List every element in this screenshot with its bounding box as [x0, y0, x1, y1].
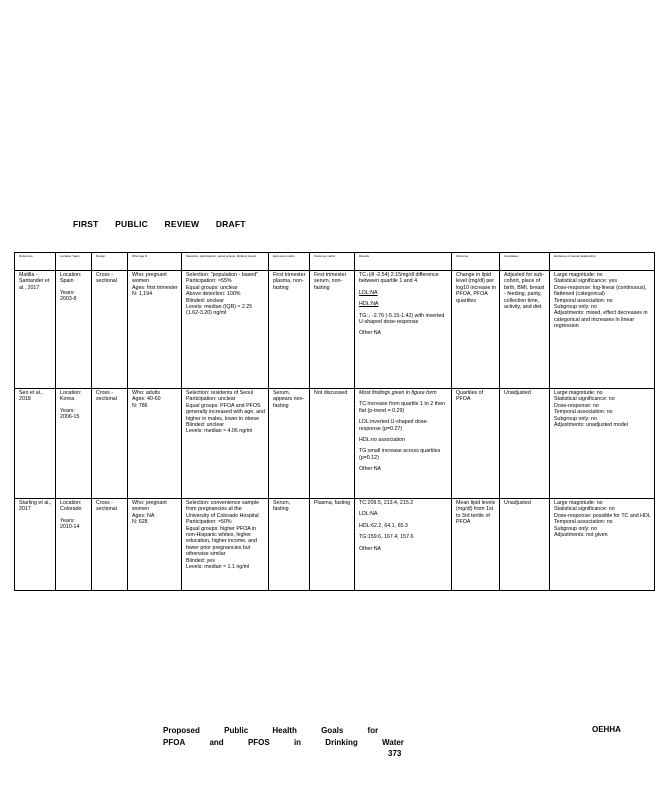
results-cell — [355, 389, 452, 499]
outcome-matrix-cell — [310, 389, 355, 499]
selection-cell — [182, 499, 269, 591]
column-header: Design — [92, 253, 128, 271]
footer-word: Public — [224, 726, 249, 735]
result-line: LDL:NA — [359, 289, 378, 296]
exposure-text: Serum, appears non-fasting — [273, 390, 305, 409]
causal-line: Adjustments: unadjusted model — [554, 422, 628, 429]
table-row — [15, 271, 655, 389]
selection-line: Participation: ≈55% — [186, 278, 232, 285]
outcome-matrix-text: Not discussed — [314, 390, 348, 396]
selection-line: Blinded: yes — [186, 557, 215, 564]
design-cell — [92, 499, 128, 591]
exposure-text: First trimester plasma, non-fasting — [273, 272, 306, 291]
who-cell — [128, 389, 182, 499]
covariates-cell — [500, 389, 550, 499]
n-text: N: 1,194 — [132, 291, 153, 298]
causal-line: Large magnitude: no — [554, 272, 603, 278]
footer-org: OEHHA — [592, 725, 621, 734]
age-text: Ages: 40-60 — [132, 396, 161, 403]
covariates-text: Adjusted for sub-cohort, place of birth, BMI, breast - feeding, parity, collection time, activity, and diet — [504, 272, 545, 311]
selection-line: Levels: median ≈ 1.1 ng/ml — [186, 564, 250, 571]
footer-word: PFOA — [163, 738, 186, 747]
table-row — [15, 499, 655, 591]
causal-line: Statistical significance: no — [554, 396, 615, 403]
selection-line: Blinded: unclear — [186, 422, 224, 429]
selection-line: Selection: "population - based" — [186, 272, 259, 278]
column-header: Outcome matrix — [310, 253, 355, 271]
footer-word: Proposed — [163, 726, 200, 735]
exposure-cell — [269, 389, 310, 499]
causal-line: Statistical significance: no — [554, 506, 615, 513]
selection-line: Equal groups: higher PFOA in non-Hispanic whites, higher education, higher income, and fewer prior pregnancies but otherwise similar — [186, 525, 257, 558]
banner-word: PUBLIC — [115, 219, 148, 229]
footer-word: and — [209, 738, 224, 747]
outcome-matrix-cell — [310, 271, 355, 389]
result-line: TC:209.5, 213.4, 215.2 — [359, 500, 414, 506]
result-line: LDL:inverted U-shaped dose-response (p=0.27) — [359, 419, 429, 432]
footer-word: for — [367, 726, 379, 735]
outcome-matrix-text: First trimester serum, non-fasting — [314, 272, 347, 291]
design-text: Cross - sectional — [96, 272, 117, 285]
column-header: Who Age N — [128, 253, 182, 271]
banner-word: FIRST — [73, 219, 99, 229]
result-line: TG:↓ -2.76 (-5.15-1.42) with inverted U-shaped dose-response — [359, 312, 445, 326]
design-cell — [92, 389, 128, 499]
location-cell — [56, 271, 92, 389]
result-line: Most findings given in figure form — [359, 390, 437, 396]
n-text: N: 628 — [132, 519, 148, 526]
result-line: Other:NA — [359, 545, 382, 552]
footer-word: Goals — [321, 726, 344, 735]
draft-banner — [73, 219, 260, 229]
selection-line: Levels: median (IQR) ≈ 2.25 (1.62-3.20) ng/ml — [186, 304, 253, 317]
outcome-desc-cell — [452, 271, 500, 389]
exposure-text: Serum, fasting — [273, 500, 291, 513]
who-text: Who: adults — [132, 390, 160, 396]
footer-word: in — [293, 738, 302, 747]
causal-line: Dose-response: no — [554, 402, 599, 409]
selection-cell — [182, 271, 269, 389]
footer-line-2 — [163, 737, 426, 749]
who-cell — [128, 499, 182, 591]
result-line: TG:159.6, 167.4, 157.6 — [359, 534, 414, 541]
covariates-cell — [500, 271, 550, 389]
causal-line: Subgroup only: no — [554, 415, 597, 422]
column-header: Results — [355, 253, 452, 271]
reference-cell — [15, 389, 56, 499]
reference-text: Starling et al., 2017 — [19, 500, 52, 513]
result-line: LDL:NA — [359, 511, 378, 518]
outcome-desc-cell — [452, 389, 500, 499]
causal-line: Adjustments: not given — [554, 532, 608, 539]
evidence-table — [14, 252, 655, 591]
outcome-desc-text: Quartiles of PFOA — [456, 390, 484, 403]
causal-line: Subgroup only: no — [554, 525, 597, 532]
years-text: Years: 2006-15 — [60, 407, 80, 421]
causal-cell — [550, 271, 655, 389]
outcome-desc-text: Change in lipid level (mg/dl) per log10 increase in PFOA, PFOA quartiles — [456, 272, 497, 304]
footer-word: Water — [381, 738, 404, 747]
location-cell — [56, 389, 92, 499]
column-header: Covariates — [500, 253, 550, 271]
covariates-text: Unadjusted — [504, 390, 531, 396]
column-header: Location Years — [56, 253, 92, 271]
selection-line: Above detection: 100% — [186, 291, 241, 298]
location-cell — [56, 499, 92, 591]
causal-line: Large magnitude: no — [554, 390, 603, 396]
selection-line: Blinded: unclear — [186, 297, 224, 304]
reference-text: Matilla - Santander et al., 2017 — [19, 272, 50, 291]
result-line: TG:small increase across quartiles (p=0.12) — [359, 448, 441, 461]
column-header: Outcome — [452, 253, 500, 271]
selection-line: Equal groups: PFOA and PFOS generally increased with age, and higher in males, lower in obese — [186, 402, 265, 422]
footer-title — [163, 725, 426, 749]
age-text: Ages: first trimester — [132, 284, 178, 291]
footer-word: Health — [272, 726, 297, 735]
causal-cell — [550, 499, 655, 591]
selection-line: Participation: unclear — [186, 396, 236, 403]
result-line: HDL:NA — [359, 301, 379, 308]
results-cell — [355, 499, 452, 591]
causal-line: Dose-response: possible for TC and HDL — [554, 512, 651, 519]
result-line: TC↓(ill -2.54) 2.15mg/dl difference between quartile 1 and 4 — [359, 272, 439, 285]
banner-word: REVIEW — [164, 219, 200, 229]
design-text: Cross - sectional — [96, 500, 117, 513]
banner-word: DRAFT — [215, 219, 246, 229]
column-header: Exposure matrix — [269, 253, 310, 271]
covariates-cell — [500, 499, 550, 591]
causal-line: Temporal association: no — [554, 409, 613, 416]
table-container — [14, 252, 651, 591]
design-text: Cross - sectional — [96, 390, 117, 403]
column-header: Selection, participation, equal groups, blinded, levels — [182, 253, 269, 271]
who-text: Who: pregnant women — [132, 500, 167, 513]
result-line: Other:NA — [359, 466, 382, 473]
result-line: HDL:no association — [359, 437, 405, 444]
selection-line: Selection: residents of Seoul — [186, 390, 254, 396]
exposure-cell — [269, 499, 310, 591]
causal-line: Temporal association: no — [554, 297, 613, 304]
reference-cell — [15, 271, 56, 389]
causal-line: Adjustments: mixed, effect decreases in categorical and increases in linear regression — [554, 310, 648, 330]
causal-cell — [550, 389, 655, 499]
header-row — [15, 253, 655, 271]
age-text: Ages: NA — [132, 512, 155, 519]
causal-line: Statistical significance: yes — [554, 278, 618, 285]
outcome-matrix-text: Plasma, fasting — [314, 500, 351, 506]
outcome-desc-cell — [452, 499, 500, 591]
selection-line: Equal groups: unclear — [186, 284, 238, 291]
location-text: Location: Korea — [60, 390, 82, 403]
causal-line: Dose-response: log-linear (continuous), flattened (categorical) — [554, 284, 647, 298]
reference-text: Seo et al., 2018 — [19, 390, 43, 403]
years-text: Years: 2003-8 — [60, 289, 77, 303]
results-cell — [355, 271, 452, 389]
outcome-matrix-cell — [310, 499, 355, 591]
reference-cell — [15, 499, 56, 591]
selection-cell — [182, 389, 269, 499]
result-line: Other:NA — [359, 330, 382, 337]
column-header: Reference — [15, 253, 56, 271]
footer-word: PFOS — [247, 738, 270, 747]
who-text: Who: pregnant women — [132, 272, 167, 285]
table-row — [15, 389, 655, 499]
footer-line-1 — [163, 725, 426, 737]
result-line: HDL:62.2, 64.1, 65.3 — [359, 522, 408, 529]
who-cell — [128, 271, 182, 389]
exposure-cell — [269, 271, 310, 389]
outcome-desc-text: Mean lipid levels (mg/dl) from 1st to 3rd tertile of PFOA — [456, 500, 496, 526]
page-number: 373 — [388, 749, 402, 758]
causal-line: Large magnitude: no — [554, 500, 603, 506]
causal-line: Subgroup only: no — [554, 304, 597, 311]
location-text: Location: Colorado — [60, 500, 82, 513]
column-header: Evidence of causal relationship — [550, 253, 655, 271]
design-cell — [92, 271, 128, 389]
selection-line: Levels: median ≈ 4.06 ng/ml — [186, 428, 253, 435]
years-text: Years: 2010-14 — [60, 517, 80, 531]
location-text: Location: Spain — [60, 272, 82, 285]
covariates-text: Unadjusted — [504, 500, 531, 506]
causal-line: Temporal association: no — [554, 519, 613, 526]
n-text: N: 786 — [132, 402, 148, 409]
result-line: TC:increase from quartile 1 to 2 then flat (p-trend = 0.29) — [359, 401, 445, 414]
footer-word: Drinking — [325, 738, 358, 747]
selection-line: Participation: ≈50% — [186, 519, 232, 526]
selection-line: Selection: convenience sample from pregnancies at the University of Colorado Hospital — [186, 500, 260, 519]
